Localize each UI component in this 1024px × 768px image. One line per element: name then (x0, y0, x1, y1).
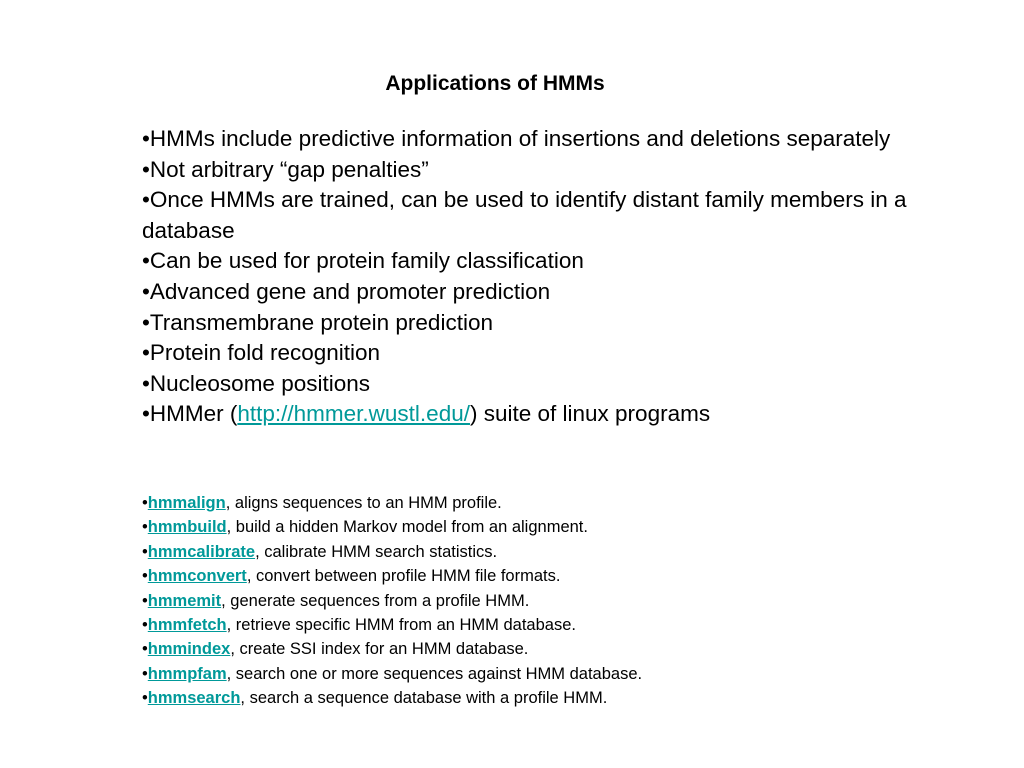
program-item (142, 540, 972, 564)
program-desc: , build a hidden Markov model from an alignment. (226, 518, 588, 537)
program-link-hmmbuild[interactable]: hmmbuild (147, 518, 227, 537)
program-item (142, 564, 972, 588)
bullet-text: Protein fold recognition (149, 340, 381, 366)
bullet-marker: • (142, 640, 148, 659)
bullet-text: Not arbitrary “gap penalties” (149, 156, 429, 182)
bullet-marker: • (142, 591, 148, 610)
bullet-item (142, 277, 977, 308)
bullet-text: Transmembrane protein prediction (149, 309, 493, 335)
program-list (142, 491, 972, 711)
bullet-marker: • (142, 278, 150, 304)
bullet-text: Once HMMs are trained, can be used to identify distant family members in a database (142, 187, 907, 243)
program-link-hmmalign[interactable]: hmmalign (147, 494, 226, 512)
bullet-text: Advanced gene and promoter prediction (149, 278, 551, 304)
bullet-item (142, 155, 977, 186)
program-link-hmmconvert[interactable]: hmmconvert (147, 567, 247, 586)
bullet-item (142, 124, 977, 155)
program-item (142, 686, 972, 710)
slide-title: Applications of HMMs (385, 72, 605, 95)
bullet-marker: • (142, 156, 150, 182)
program-link-hmmfetch[interactable]: hmmfetch (147, 616, 227, 635)
bullet-marker: • (142, 542, 148, 561)
program-link-hmmcalibrate[interactable]: hmmcalibrate (147, 542, 256, 561)
bullet-item (142, 246, 977, 277)
hmmer-url-link[interactable]: http://hmmer.wustl.edu/ (237, 401, 470, 427)
program-desc: , search one or more sequences against HMM database. (226, 664, 643, 683)
bullet-marker: • (142, 664, 148, 683)
program-item (142, 637, 972, 661)
program-desc: , retrieve specific HMM from an HMM database. (226, 616, 576, 635)
program-link-hmmsearch[interactable]: hmmsearch (147, 689, 241, 708)
bullet-marker: • (142, 518, 148, 537)
bullet-marker: • (142, 370, 150, 396)
program-desc: , convert between profile HMM file formats. (246, 567, 561, 586)
bullet-marker: • (142, 401, 150, 427)
bullet-text: Nucleosome positions (149, 370, 371, 396)
program-item (142, 613, 972, 637)
program-desc: , search a sequence database with a profile HMM. (240, 689, 608, 708)
program-desc: , create SSI index for an HMM database. (230, 640, 529, 659)
hmmer-prefix: HMMer ( (149, 401, 238, 427)
program-link-hmmemit[interactable]: hmmemit (147, 591, 222, 610)
bullet-marker: • (142, 494, 148, 512)
bullet-item-hmmer (142, 399, 977, 430)
bullet-item (142, 185, 977, 246)
main-bullet-list (142, 124, 977, 430)
program-item (142, 515, 972, 539)
program-desc: , aligns sequences to an HMM profile. (225, 494, 502, 512)
program-item (142, 491, 972, 515)
program-item (142, 662, 972, 686)
bullet-marker: • (142, 567, 148, 586)
bullet-text: Can be used for protein family classification (149, 248, 584, 274)
program-link-hmmindex[interactable]: hmmindex (147, 640, 231, 659)
program-item (142, 589, 972, 613)
bullet-text: HMMs include predictive information of insertions and deletions separately (149, 126, 891, 151)
hmmer-suffix: ) suite of linux programs (469, 401, 711, 427)
program-link-hmmpfam[interactable]: hmmpfam (147, 664, 227, 683)
bullet-marker: • (142, 248, 150, 274)
bullet-item (142, 338, 977, 369)
bullet-item (142, 308, 977, 339)
bullet-marker: • (142, 126, 150, 151)
bullet-marker: • (142, 187, 150, 213)
bullet-item (142, 369, 977, 400)
program-desc: , generate sequences from a profile HMM. (221, 591, 530, 610)
bullet-marker: • (142, 340, 150, 366)
bullet-marker: • (142, 309, 150, 335)
program-desc: , calibrate HMM search statistics. (255, 542, 498, 561)
bullet-marker: • (142, 616, 148, 635)
bullet-marker: • (142, 689, 148, 708)
